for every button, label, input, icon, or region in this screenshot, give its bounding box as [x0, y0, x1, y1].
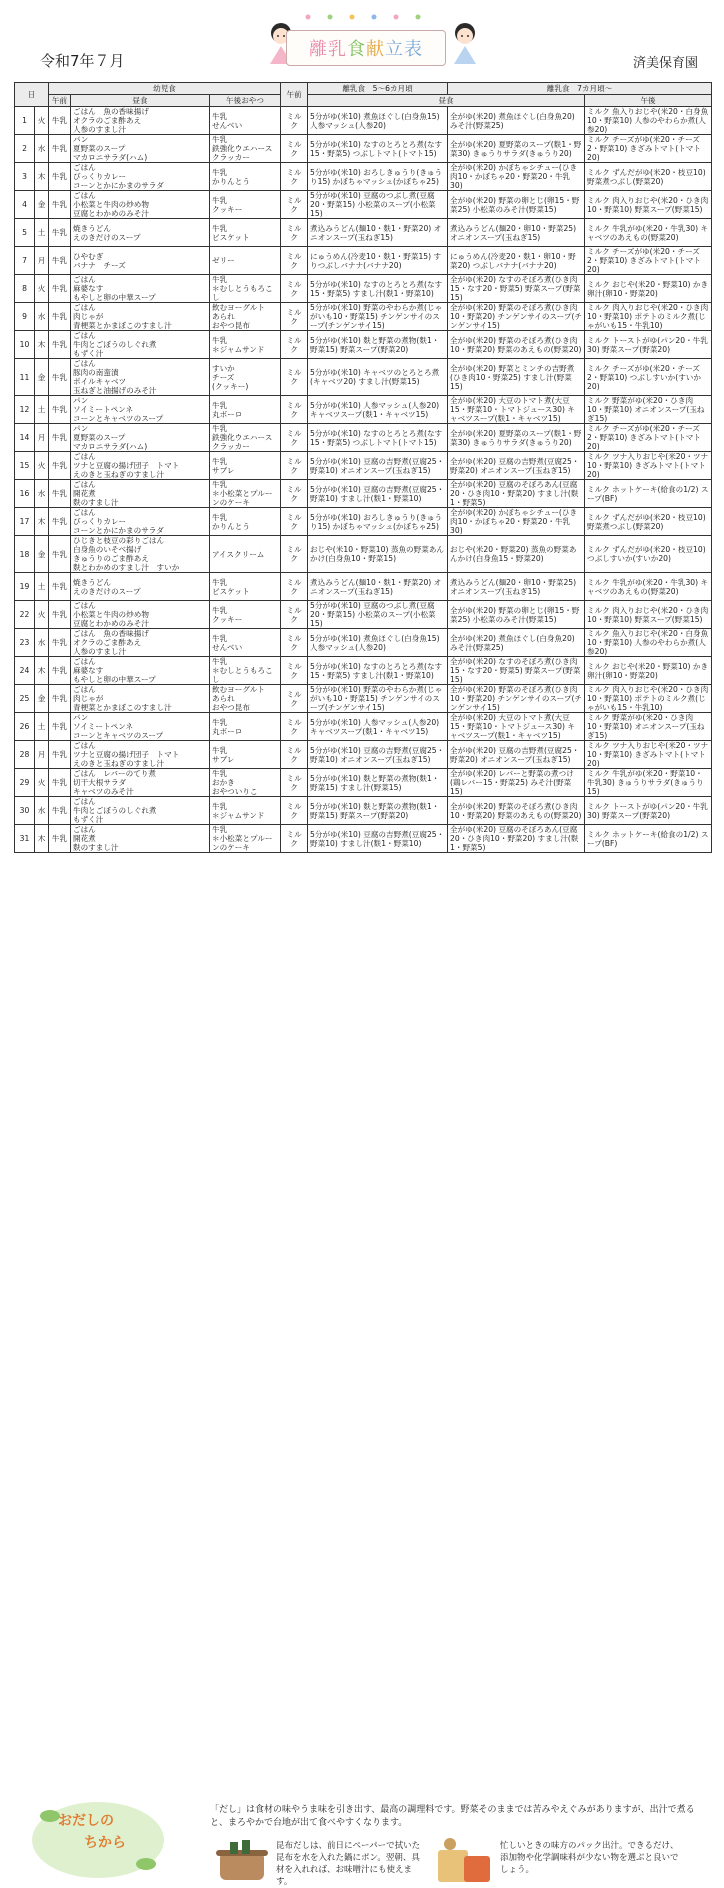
snack-cell: 牛乳 ＊小松菜とプルーンのケーキ [210, 480, 281, 508]
am-drink: 牛乳 [49, 396, 71, 424]
snack-cell: 飲むヨーグルト あられ おやつ昆布 [210, 685, 281, 713]
weekday: 土 [35, 713, 49, 741]
table-row [15, 741, 712, 769]
table-row [15, 685, 712, 713]
am-drink: 牛乳 [49, 685, 71, 713]
snack-cell: 牛乳 サブレ [210, 452, 281, 480]
weekday: 土 [35, 396, 49, 424]
snack-cell: 牛乳 かりんとう [210, 508, 281, 536]
rinyu-7-lunch-cell: 全がゆ(米20) 野菜のそぼろ煮(ひき肉10・野菜20) 野菜のあえもの(野菜20) [448, 331, 585, 359]
day-number: 9 [15, 303, 35, 331]
rinyu-7-lunch-cell: 全がゆ(米20) かぼちゃシチュー(ひき肉10・かぼちゃ20・野菜20・牛乳30) [448, 508, 585, 536]
rinyu-am-milk: ミルク [281, 508, 308, 536]
table-row [15, 219, 712, 247]
day-number: 29 [15, 769, 35, 797]
rinyu-5-6-cell: 5分がゆ(米10) キャベツのとろとろ煮(キャベツ20) すまし汁(野菜15) [308, 359, 448, 396]
rinyu-7-pm-cell: ミルク チーズがゆ(米20・チーズ2・野菜10) きざみトマト(トマト20) [585, 247, 712, 275]
rinyu-7-lunch-cell: 全がゆ(米20) 豆腐の吉野煮(豆腐25・野菜20) オニオンスープ(玉ねぎ15) [448, 741, 585, 769]
weekday: 土 [35, 573, 49, 601]
rinyu-7-lunch-cell: 全がゆ(米20) 野菜の卵とじ(卵15・野菜25) 小松菜のみそ汁(野菜15) [448, 191, 585, 219]
rinyu-5-6-cell: 5分がゆ(米10) 人参マッシュ(人参20) キャベツスープ(麩1・キャベツ15) [308, 713, 448, 741]
col-youji: 幼児食 [49, 83, 281, 95]
rinyu-am-milk: ミルク [281, 480, 308, 508]
rinyu-7-pm-cell: ミルク チーズがゆ(米20・チーズ2・野菜10) きざみトマト(トマト20) [585, 424, 712, 452]
am-drink: 牛乳 [49, 452, 71, 480]
col-rinyu-5-6: 離乳食 5～6カ月頃 [308, 83, 448, 95]
rinyu-5-6-cell: 5分がゆ(米10) 豆腐の吉野煮(豆腐25・野菜10) すまし汁(麩1・野菜10) [308, 825, 448, 853]
table-row [15, 163, 712, 191]
rinyu-7-lunch-cell: おじや(米20・野菜20) 蒸魚の野菜あんかけ(白身魚15・野菜20) [448, 536, 585, 573]
am-drink: 牛乳 [49, 219, 71, 247]
snack-cell: 牛乳 サブレ [210, 741, 281, 769]
rinyu-7-pm-cell: ミルク 野菜がゆ(米20・ひき肉10・野菜10) オニオンスープ(玉ねぎ15) [585, 396, 712, 424]
weekday: 火 [35, 601, 49, 629]
footer [0, 898, 724, 1887]
rinyu-am-milk: ミルク [281, 135, 308, 163]
weekday: 月 [35, 741, 49, 769]
weekday: 木 [35, 825, 49, 853]
col-lunch: 昼食 [71, 95, 210, 107]
rinyu-am-milk: ミルク [281, 713, 308, 741]
snack-cell: アイスクリーム [210, 536, 281, 573]
rinyu-5-6-cell: 5分がゆ(米10) なすのとろとろ煮(なす15・野菜5) すまし汁(麩1・野菜10) [308, 275, 448, 303]
day-number: 1 [15, 107, 35, 135]
am-drink: 牛乳 [49, 135, 71, 163]
day-number: 3 [15, 163, 35, 191]
rinyu-7-pm-cell: ミルク 魚入りおじや(米20・白身魚10・野菜10) 人参のやわらか煮(人参20) [585, 107, 712, 135]
rinyu-5-6-cell: 5分がゆ(米10) なすのとろとろ煮(なす15・野菜5) つぶしトマト(トマト15) [308, 424, 448, 452]
am-drink: 牛乳 [49, 424, 71, 452]
snack-cell: 牛乳 ＊小松菜とプルーンのケーキ [210, 825, 281, 853]
rinyu-am-milk: ミルク [281, 741, 308, 769]
rinyu-am-milk: ミルク [281, 657, 308, 685]
lunch-cell: ひやむぎ バナナ チーズ [71, 247, 210, 275]
day-number: 16 [15, 480, 35, 508]
menu-table [14, 82, 712, 853]
rinyu-am-milk: ミルク [281, 303, 308, 331]
rinyu-7-pm-cell: ミルク ホットケーキ(給食の1/2) スープ(BF) [585, 825, 712, 853]
rinyu-5-6-cell: 5分がゆ(米10) おろしきゅうり(きゅうり15) かぼちゃマッシュ(かぼちゃ25) [308, 508, 448, 536]
rinyu-am-milk: ミルク [281, 769, 308, 797]
lunch-cell: ごはん 牛肉とごぼうのしぐれ煮 もずく汁 [71, 797, 210, 825]
rinyu-7-pm-cell: ミルク ツナ入りおじや(米20・ツナ10・野菜10) きざみトマト(トマト20) [585, 741, 712, 769]
rinyu-7-pm-cell: ミルク トーストがゆ(パン20・牛乳30) 野菜スープ(野菜20) [585, 331, 712, 359]
title-banner [286, 30, 446, 66]
star-decoration-icon [300, 10, 430, 24]
day-number: 11 [15, 359, 35, 396]
rinyu-7-pm-cell: ミルク トーストがゆ(パン20・牛乳30) 野菜スープ(野菜20) [585, 797, 712, 825]
rinyu-7-pm-cell: ミルク ずんだがゆ(米20・枝豆10) 野菜煮つぶし(野菜20) [585, 508, 712, 536]
col-gozen: 午前 [49, 95, 71, 107]
snack-cell: 牛乳 せんべい [210, 107, 281, 135]
table-row [15, 825, 712, 853]
col-gozen-2: 午前 [281, 83, 308, 107]
weekday: 金 [35, 685, 49, 713]
snack-cell: 牛乳 丸ボーロ [210, 396, 281, 424]
col-snack: 午後おやつ [210, 95, 281, 107]
rinyu-7-lunch-cell: 全がゆ(米20) 大豆のトマト煮(大豆15・野菜10・トマトジュース30) キャベツスープ(麩1・キャベツ15) [448, 396, 585, 424]
dashi-badge-line1: おだしの [58, 1813, 114, 1829]
day-number: 26 [15, 713, 35, 741]
weekday: 月 [35, 424, 49, 452]
table-row [15, 573, 712, 601]
table-row [15, 424, 712, 452]
rinyu-am-milk: ミルク [281, 601, 308, 629]
weekday: 木 [35, 163, 49, 191]
rinyu-7-pm-cell: ミルク 肉入りおじや(米20・ひき肉10・野菜10) 野菜スープ(野菜15) [585, 601, 712, 629]
rinyu-am-milk: ミルク [281, 396, 308, 424]
table-row [15, 657, 712, 685]
snack-cell: ゼリー [210, 247, 281, 275]
day-number: 5 [15, 219, 35, 247]
rinyu-7-lunch-cell: 全がゆ(米20) 豆腐の吉野煮(豆腐25・野菜20) オニオンスープ(玉ねぎ15) [448, 452, 585, 480]
rinyu-7-pm-cell: ミルク 牛乳がゆ(米20・牛乳30) キャベツのあえもの(野菜20) [585, 219, 712, 247]
lunch-cell: 焼きうどん えのきだけのスープ [71, 573, 210, 601]
rinyu-7-pm-cell: ミルク 牛乳がゆ(米20・野菜10・牛乳30) きゅうりサラダ(きゅうり15) [585, 769, 712, 797]
rinyu-7-lunch-cell: 全がゆ(米20) 野菜の卵とじ(卵15・野菜25) 小松菜のみそ汁(野菜15) [448, 601, 585, 629]
table-row [15, 275, 712, 303]
day-number: 7 [15, 247, 35, 275]
rinyu-am-milk: ミルク [281, 107, 308, 135]
girl-illustration-right [448, 20, 482, 66]
snack-cell: 牛乳 ＊むしとうもろこし [210, 275, 281, 303]
rinyu-7-lunch-cell: 全がゆ(米20) 豆腐のそぼろあん(豆腐20・ひき肉10・野菜20) すまし汁(麩1・野菜5) [448, 480, 585, 508]
table-row [15, 331, 712, 359]
weekday: 水 [35, 797, 49, 825]
table-row [15, 601, 712, 629]
day-number: 15 [15, 452, 35, 480]
rinyu-7-lunch-cell: 全がゆ(米20) 野菜とミンチの吉野煮(ひき肉10・野菜25) すまし汁(野菜15) [448, 359, 585, 396]
am-drink: 牛乳 [49, 741, 71, 769]
table-row [15, 769, 712, 797]
table-row [15, 303, 712, 331]
snack-cell: 牛乳 ビスケット [210, 219, 281, 247]
rinyu-7-pm-cell: ミルク 肉入りおじや(米20・ひき肉10・野菜10) ポテトのミルク煮(じゃがいも15・牛乳10) [585, 303, 712, 331]
rinyu-5-6-cell: 5分がゆ(米10) 麩と野菜の煮物(麩1・野菜15) すまし汁(野菜15) [308, 769, 448, 797]
day-number: 4 [15, 191, 35, 219]
rinyu-5-6-cell: 5分がゆ(米10) 野菜のやわらか煮(じゃがいも10・野菜15) チンゲンサイのスープ(チンゲンサイ15) [308, 685, 448, 713]
table-row [15, 191, 712, 219]
rinyu-7-lunch-cell: 全がゆ(米20) 野菜のそぼろ煮(ひき肉10・野菜20) 野菜のあえもの(野菜20) [448, 797, 585, 825]
rinyu-7-pm-cell: ミルク 牛乳がゆ(米20・牛乳30) キャベツのあえもの(野菜20) [585, 573, 712, 601]
lunch-cell: ひじきと枝豆の彩りごはん 白身魚のいそべ揚げ きゅうりのごま酢あえ 麩とわかめのすまし汁 すいか [71, 536, 210, 573]
snack-cell: 牛乳 かりんとう [210, 163, 281, 191]
lunch-cell: パン 夏野菜のスープ マカロニサラダ(ハム) [71, 135, 210, 163]
rinyu-7-pm-cell: ミルク 肉入りおじや(米20・ひき肉10・野菜10) ポテトのミルク煮(じゃがいも15・牛乳10) [585, 685, 712, 713]
weekday: 火 [35, 275, 49, 303]
am-drink: 牛乳 [49, 191, 71, 219]
rinyu-7-lunch-cell: 全がゆ(米20) 夏野菜のスープ(麩1・野菜30) きゅうりサラダ(きゅうり20) [448, 424, 585, 452]
page-title [309, 35, 423, 61]
rinyu-7-pm-cell: ミルク 野菜がゆ(米20・ひき肉10・野菜10) オニオンスープ(玉ねぎ15) [585, 713, 712, 741]
snack-cell: 牛乳 ＊ジャムサンド [210, 797, 281, 825]
lunch-cell: 焼きうどん えのきだけのスープ [71, 219, 210, 247]
lunch-cell: ごはん 小松菜と牛肉の炒め物 豆腐とわかめのみそ汁 [71, 191, 210, 219]
col-day: 日 [15, 83, 49, 107]
rinyu-5-6-cell: 5分がゆ(米10) 煮魚ほぐし(白身魚15) 人参マッシュ(人参20) [308, 107, 448, 135]
col-rinyu-7: 離乳食 7カ月頃～ [448, 83, 712, 95]
rinyu-5-6-cell: 煮込みうどん(麺10・麩1・野菜20) オニオンスープ(玉ねぎ15) [308, 219, 448, 247]
am-drink: 牛乳 [49, 657, 71, 685]
title-part: 食 [347, 39, 366, 60]
day-number: 10 [15, 331, 35, 359]
rinyu-5-6-cell: おじや(米10・野菜10) 蒸魚の野菜あんかけ(白身魚10・野菜15) [308, 536, 448, 573]
rinyu-5-6-cell: 5分がゆ(米10) 豆腐のつぶし煮(豆腐20・野菜15) 小松菜のスープ(小松菜15) [308, 191, 448, 219]
rinyu-7-lunch-cell: 全がゆ(米20) レバーと野菜の煮つけ(鶏レバー15・野菜25) みそ汁(野菜15) [448, 769, 585, 797]
rinyu-am-milk: ミルク [281, 191, 308, 219]
day-number: 31 [15, 825, 35, 853]
lunch-cell: ごはん 麻婆なす もやしと卵の中華スープ [71, 657, 210, 685]
am-drink: 牛乳 [49, 303, 71, 331]
snack-cell: 牛乳 ＊ジャムサンド [210, 331, 281, 359]
weekday: 木 [35, 657, 49, 685]
lunch-cell: ごはん びっくりカレー コーンとかにかまのサラダ [71, 163, 210, 191]
table-row [15, 480, 712, 508]
rinyu-7-lunch-cell: にゅうめん(冷麦20・麩1・卵10・野菜20) つぶしバナナ(バナナ20) [448, 247, 585, 275]
rinyu-am-milk: ミルク [281, 452, 308, 480]
title-part: 立表 [385, 39, 423, 60]
am-drink: 牛乳 [49, 359, 71, 396]
rinyu-am-milk: ミルク [281, 797, 308, 825]
rinyu-7-lunch-cell: 全がゆ(米20) 煮魚ほぐし(白身魚20) みそ汁(野菜25) [448, 107, 585, 135]
am-drink: 牛乳 [49, 629, 71, 657]
rinyu-7-pm-cell: ミルク おじや(米20・野菜10) かき卵汁(卵10・野菜20) [585, 275, 712, 303]
am-drink: 牛乳 [49, 480, 71, 508]
weekday: 金 [35, 536, 49, 573]
lunch-cell: ごはん 開花煮 麩のすまし汁 [71, 825, 210, 853]
rinyu-7-lunch-cell: 全がゆ(米20) 野菜のそぼろ煮(ひき肉10・野菜20) チンゲンサイのスープ(チンゲンサイ15) [448, 685, 585, 713]
table-row [15, 135, 712, 163]
menu-date: 令和7年７月 [40, 52, 125, 70]
rinyu-am-milk: ミルク [281, 163, 308, 191]
rinyu-7-pm-cell: ミルク おじや(米20・野菜10) かき卵汁(卵10・野菜20) [585, 657, 712, 685]
day-number: 18 [15, 536, 35, 573]
snack-cell: 牛乳 丸ボーロ [210, 713, 281, 741]
table-row [15, 629, 712, 657]
rinyu-5-6-cell: にゅうめん(冷麦10・麩1・野菜15) すりつぶしバナナ(バナナ20) [308, 247, 448, 275]
day-number: 17 [15, 508, 35, 536]
rinyu-7-lunch-cell: 煮込みうどん(麺20・卵10・野菜25) オニオンスープ(玉ねぎ15) [448, 219, 585, 247]
lunch-cell: ごはん ツナと豆腐の揚げ団子 トマト えのきと玉ねぎのすまし汁 [71, 452, 210, 480]
am-drink: 牛乳 [49, 107, 71, 135]
am-drink: 牛乳 [49, 713, 71, 741]
rinyu-7-lunch-cell: 全がゆ(米20) なすのそぼろ煮(ひき肉15・なす20・野菜5) 野菜スープ(野菜15) [448, 657, 585, 685]
lunch-cell: ごはん 肉じゃが 青梗菜とかまぼこのすまし汁 [71, 303, 210, 331]
table-row [15, 713, 712, 741]
rinyu-am-milk: ミルク [281, 825, 308, 853]
snack-cell: 牛乳 せんべい [210, 629, 281, 657]
table-row [15, 359, 712, 396]
rinyu-7-pm-cell: ミルク ホットケーキ(給食の1/2) スープ(BF) [585, 480, 712, 508]
snack-cell: 牛乳 鉄強化ウエハース クラッカー [210, 424, 281, 452]
snack-cell: すいか チーズ (クッキー) [210, 359, 281, 396]
snack-cell: 牛乳 鉄強化ウエハース クラッカー [210, 135, 281, 163]
weekday: 水 [35, 135, 49, 163]
weekday: 火 [35, 452, 49, 480]
am-drink: 牛乳 [49, 825, 71, 853]
table-row [15, 247, 712, 275]
day-number: 19 [15, 573, 35, 601]
weekday: 月 [35, 247, 49, 275]
rinyu-7-lunch-cell: 全がゆ(米20) 煮魚ほぐし(白身魚20) みそ汁(野菜25) [448, 629, 585, 657]
am-drink: 牛乳 [49, 797, 71, 825]
rinyu-5-6-cell: 5分がゆ(米10) 麩と野菜の煮物(麩1・野菜15) 野菜スープ(野菜20) [308, 331, 448, 359]
rinyu-5-6-cell: 5分がゆ(米10) 麩と野菜の煮物(麩1・野菜15) 野菜スープ(野菜20) [308, 797, 448, 825]
dashi-pack-tip: 忙しいときの味方のパック出汁。できるだけ、添加物や化学調味料が少ない物を選ぶと良いでしょう。 [500, 1841, 679, 1875]
lunch-cell: ごはん 小松菜と牛肉の炒め物 豆腐とわかめのみそ汁 [71, 601, 210, 629]
pot-icon [214, 1838, 270, 1884]
weekday: 水 [35, 629, 49, 657]
rinyu-5-6-cell: 5分がゆ(米10) 野菜のやわらか煮(じゃがいも10・野菜15) チンゲンサイのスープ(チンゲンサイ15) [308, 303, 448, 331]
organization-name: 済美保育園 [632, 56, 698, 71]
weekday: 火 [35, 769, 49, 797]
weekday: 金 [35, 191, 49, 219]
table-row [15, 536, 712, 573]
snack-cell: 牛乳 おかき おやついりこ [210, 769, 281, 797]
lunch-cell: パン 夏野菜のスープ マカロニサラダ(ハム) [71, 424, 210, 452]
table-row [15, 396, 712, 424]
am-drink: 牛乳 [49, 769, 71, 797]
menu-body [15, 107, 712, 853]
rinyu-7-lunch-cell: 全がゆ(米20) 豆腐のそぼろあん(豆腐20・ひき肉10・野菜20) すまし汁(麩1・野菜5) [448, 825, 585, 853]
lunch-cell: パン ソイミートペンネ コーンとキャベツのスープ [71, 713, 210, 741]
rinyu-7-lunch-cell: 全がゆ(米20) 大豆のトマト煮(大豆15・野菜10・トマトジュース30) キャベツスープ(麩1・キャベツ15) [448, 713, 585, 741]
rinyu-5-6-cell: 5分がゆ(米10) 人参マッシュ(人参20) キャベツスープ(麩1・キャベツ15) [308, 396, 448, 424]
lunch-cell: ごはん 豚肉の南蛮漬 ポイルキャベツ 玉ねぎと油揚げのみそ汁 [71, 359, 210, 396]
day-number: 2 [15, 135, 35, 163]
am-drink: 牛乳 [49, 601, 71, 629]
col-lunch-2: 昼食 [308, 95, 585, 107]
rinyu-7-pm-cell: ミルク チーズがゆ(米20・チーズ2・野菜10) きざみトマト(トマト20) [585, 135, 712, 163]
snack-cell: 牛乳 クッキー [210, 191, 281, 219]
rinyu-7-lunch-cell: 全がゆ(米20) 夏野菜のスープ(麩1・野菜30) きゅうりサラダ(きゅうり20) [448, 135, 585, 163]
dashi-intro: 「だし」は食材の味やうま味を引き出す、最高の調理料です。野菜そのままでは苦みやえぐみがありますが、出汁で煮ると、まろやかで台地が出て食べやすくなります。 [210, 1805, 695, 1828]
table-row [15, 452, 712, 480]
rinyu-am-milk: ミルク [281, 573, 308, 601]
rinyu-am-milk: ミルク [281, 359, 308, 396]
rinyu-am-milk: ミルク [281, 275, 308, 303]
weekday: 金 [35, 359, 49, 396]
am-drink: 牛乳 [49, 247, 71, 275]
dashi-pack-icon [434, 1836, 494, 1886]
day-number: 24 [15, 657, 35, 685]
rinyu-7-pm-cell: ミルク 肉入りおじや(米20・ひき肉10・野菜10) 野菜スープ(野菜15) [585, 191, 712, 219]
title-part: 献 [366, 39, 385, 60]
rinyu-am-milk: ミルク [281, 247, 308, 275]
rinyu-7-lunch-cell: 全がゆ(米20) 野菜のそぼろ煮(ひき肉10・野菜20) チンゲンサイのスープ(チンゲンサイ15) [448, 303, 585, 331]
rinyu-5-6-cell: 5分がゆ(米10) おろしきゅうり(きゅうり15) かぼちゃマッシュ(かぼちゃ25) [308, 163, 448, 191]
day-number: 30 [15, 797, 35, 825]
am-drink: 牛乳 [49, 508, 71, 536]
snack-cell: 牛乳 クッキー [210, 601, 281, 629]
weekday: 水 [35, 480, 49, 508]
weekday: 木 [35, 331, 49, 359]
weekday: 火 [35, 107, 49, 135]
lunch-cell: ごはん 肉じゃが 青梗菜とかまぼこのすまし汁 [71, 685, 210, 713]
rinyu-am-milk: ミルク [281, 629, 308, 657]
rinyu-am-milk: ミルク [281, 219, 308, 247]
lunch-cell: ごはん 魚の香味揚げ オクラのごま酢あえ 人参のすまし汁 [71, 629, 210, 657]
am-drink: 牛乳 [49, 275, 71, 303]
am-drink: 牛乳 [49, 536, 71, 573]
lunch-cell: ごはん 開花煮 麩のすまし汁 [71, 480, 210, 508]
lunch-cell: ごはん びっくりカレー コーンとかにかまのサラダ [71, 508, 210, 536]
day-number: 25 [15, 685, 35, 713]
rinyu-5-6-cell: 5分がゆ(米10) 豆腐のつぶし煮(豆腐20・野菜15) 小松菜のスープ(小松菜15) [308, 601, 448, 629]
rinyu-7-pm-cell: ミルク ツナ入りおじや(米20・ツナ10・野菜10) きざみトマト(トマト20) [585, 452, 712, 480]
rinyu-5-6-cell: 5分がゆ(米10) 豆腐の吉野煮(豆腐25・野菜10) すまし汁(麩1・野菜10) [308, 480, 448, 508]
rinyu-7-lunch-cell: 煮込みうどん(麺20・卵10・野菜25) オニオンスープ(玉ねぎ15) [448, 573, 585, 601]
lunch-cell: ごはん 牛肉とごぼうのしぐれ煮 もずく汁 [71, 331, 210, 359]
snack-cell: 牛乳 ビスケット [210, 573, 281, 601]
col-gogo: 午後 [585, 95, 712, 107]
kombu-tip: 昆布だしは、前日にペーパーで拭いた昆布を水を入れた鍋にポン。翌朝、具材を入れれば、お味噌汁にも使えます。 [276, 1841, 421, 1887]
rinyu-am-milk: ミルク [281, 685, 308, 713]
title-part: 離乳 [309, 39, 347, 60]
am-drink: 牛乳 [49, 163, 71, 191]
rinyu-7-lunch-cell: 全がゆ(米20) かぼちゃシチュー(ひき肉10・かぼちゃ20・野菜20・牛乳30) [448, 163, 585, 191]
rinyu-5-6-cell: 5分がゆ(米10) なすのとろとろ煮(なす15・野菜5) つぶしトマト(トマト15) [308, 135, 448, 163]
day-number: 8 [15, 275, 35, 303]
rinyu-5-6-cell: 5分がゆ(米10) 豆腐の吉野煮(豆腐25・野菜10) オニオンスープ(玉ねぎ15) [308, 452, 448, 480]
rinyu-5-6-cell: 5分がゆ(米10) 煮魚ほぐし(白身魚15) 人参マッシュ(人参20) [308, 629, 448, 657]
table-row [15, 508, 712, 536]
weekday: 木 [35, 508, 49, 536]
rinyu-am-milk: ミルク [281, 331, 308, 359]
weekday: 水 [35, 303, 49, 331]
lunch-cell: ごはん 魚の香味揚げ オクラのごま酢あえ 人参のすまし汁 [71, 107, 210, 135]
lunch-cell: パン ソイミートペンネ コーンとキャベツのスープ [71, 396, 210, 424]
lunch-cell: ごはん 麻婆なす もやしと卵の中華スープ [71, 275, 210, 303]
am-drink: 牛乳 [49, 573, 71, 601]
lunch-cell: ごはん ツナと豆腐の揚げ団子 トマト えのきと玉ねぎのすまし汁 [71, 741, 210, 769]
lunch-cell: ごはん レバーのてり煮 切干大根サラダ キャベツのみそ汁 [71, 769, 210, 797]
rinyu-am-milk: ミルク [281, 536, 308, 573]
table-row [15, 797, 712, 825]
rinyu-5-6-cell: 煮込みうどん(麺10・麩1・野菜20) オニオンスープ(玉ねぎ15) [308, 573, 448, 601]
header [0, 0, 724, 82]
day-number: 14 [15, 424, 35, 452]
rinyu-7-lunch-cell: 全がゆ(米20) なすのそぼろ煮(ひき肉15・なす20・野菜5) 野菜スープ(野菜15) [448, 275, 585, 303]
day-number: 12 [15, 396, 35, 424]
snack-cell: 牛乳 ＊むしとうもろこし [210, 657, 281, 685]
rinyu-5-6-cell: 5分がゆ(米10) なすのとろとろ煮(なす15・野菜5) すまし汁(麩1・野菜10) [308, 657, 448, 685]
day-number: 22 [15, 601, 35, 629]
rinyu-7-pm-cell: ミルク ずんだがゆ(米20・枝豆10) 野菜煮つぶし(野菜20) [585, 163, 712, 191]
rinyu-5-6-cell: 5分がゆ(米10) 豆腐の吉野煮(豆腐25・野菜10) オニオンスープ(玉ねぎ15) [308, 741, 448, 769]
table-row [15, 107, 712, 135]
rinyu-7-pm-cell: ミルク 魚入りおじや(米20・白身魚10・野菜10) 人参のやわらか煮(人参20) [585, 629, 712, 657]
rinyu-7-pm-cell: ミルク ずんだがゆ(米20・枝豆10) つぶしすいか(すいか20) [585, 536, 712, 573]
am-drink: 牛乳 [49, 331, 71, 359]
day-number: 23 [15, 629, 35, 657]
rinyu-am-milk: ミルク [281, 424, 308, 452]
weekday: 土 [35, 219, 49, 247]
day-number: 28 [15, 741, 35, 769]
dashi-badge-line2: ちから [84, 1835, 126, 1851]
snack-cell: 飲むヨーグルト あられ おやつ昆布 [210, 303, 281, 331]
rinyu-7-pm-cell: ミルク チーズがゆ(米20・チーズ2・野菜10) つぶしすいか(すいか20) [585, 359, 712, 396]
